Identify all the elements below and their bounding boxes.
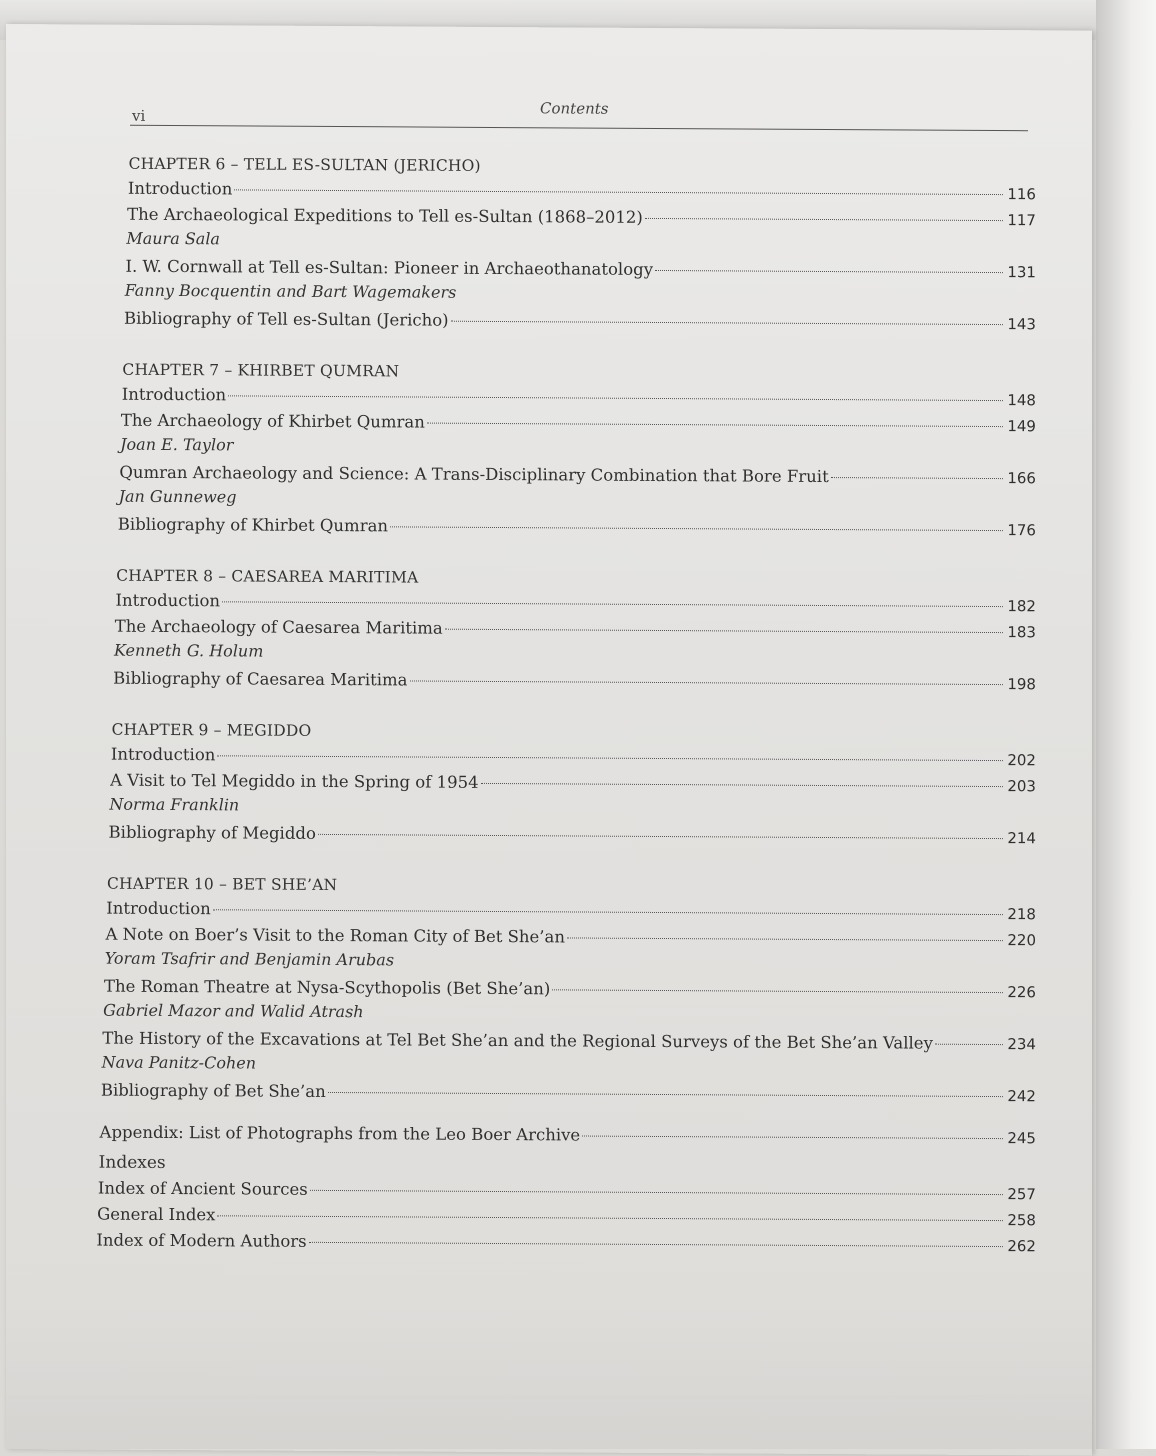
chapter-heading: CHAPTER 6 – TELL ES-SULTAN (JERICHO) (128, 154, 481, 175)
dot-leader (655, 270, 1003, 273)
dot-leader (427, 423, 1003, 428)
entry-author: Joan E. Taylor (120, 434, 234, 455)
entry-title: Introduction (127, 178, 233, 199)
dot-leader (567, 937, 1003, 941)
dot-leader (390, 526, 1003, 531)
dot-leader (935, 1044, 1003, 1045)
entry-page-number: 183 (1007, 623, 1036, 642)
toc-entry (106, 925, 1037, 950)
toc-entry (122, 385, 1036, 410)
dot-leader (451, 321, 1004, 325)
page-number: vi (132, 106, 146, 125)
entry-page-number: 214 (1007, 829, 1036, 848)
dot-leader (310, 1190, 1004, 1195)
entry-page-number: 182 (1007, 597, 1036, 616)
book-page (6, 24, 1092, 1456)
toc-entry-index (97, 1205, 1036, 1230)
dot-leader (645, 218, 1003, 221)
toc-entry-index (98, 1179, 1036, 1204)
entry-page-number: 149 (1007, 417, 1036, 436)
chapter-heading: CHAPTER 8 – CAESAREA MARITIMA (116, 566, 419, 587)
toc-entry (101, 1081, 1036, 1106)
entry-author: Yoram Tsafrir and Benjamin Arubas (104, 948, 395, 970)
toc-entry-appendix (100, 1123, 1036, 1148)
entry-page-number: 234 (1007, 1035, 1036, 1054)
entry-title: A Visit to Tel Megiddo in the Spring of 1954 (110, 770, 479, 792)
dot-leader (552, 989, 1003, 993)
entry-title: Qumran Archaeology and Science: A Trans-Disciplinary Combination that Bore Fruit (119, 462, 829, 487)
table-of-contents (6, 24, 1092, 1456)
dot-leader (234, 189, 1003, 195)
entry-page-number: 176 (1007, 521, 1036, 540)
toc-entry (128, 179, 1036, 204)
dot-leader (309, 1242, 1004, 1247)
dot-leader (328, 1092, 1004, 1097)
toc-entry (111, 745, 1036, 770)
dot-leader (217, 755, 1003, 761)
entry-title: I. W. Cornwall at Tell es-Sultan: Pioneer in Archaeothanatology (125, 256, 654, 279)
dot-leader (228, 395, 1003, 401)
entry-page-number: 148 (1007, 391, 1036, 410)
entry-page-number: 258 (1007, 1211, 1036, 1230)
entry-title: Introduction (106, 898, 211, 919)
entry-title: Introduction (115, 590, 221, 611)
entry-page-number: 117 (1007, 211, 1036, 230)
background-edge (1096, 0, 1156, 1449)
entry-page-number: 220 (1007, 931, 1036, 950)
toc-entry (124, 309, 1036, 334)
chapter-heading: CHAPTER 7 – KHIRBET QUMRAN (122, 360, 400, 381)
entry-title: The Archaeology of Khirbet Qumran (120, 410, 425, 432)
entry-page-number: 218 (1007, 905, 1036, 924)
entry-title: Index of Ancient Sources (97, 1178, 308, 1199)
toc-entry (104, 977, 1036, 1002)
toc-entry (118, 515, 1036, 540)
entry-author: Gabriel Mazor and Walid Atrash (103, 1000, 364, 1022)
toc-entry (115, 617, 1036, 642)
entry-page-number: 203 (1007, 777, 1036, 796)
entry-title: Appendix: List of Photographs from the Leo Boer Archive (99, 1122, 581, 1145)
dot-leader (481, 783, 1004, 787)
dot-leader (213, 909, 1004, 915)
dot-leader (445, 629, 1004, 633)
entry-title: Introduction (121, 384, 227, 405)
entry-page-number: 202 (1007, 751, 1036, 770)
entry-title: Introduction (110, 744, 216, 765)
entry-author: Maura Sala (126, 228, 220, 249)
entry-page-number: 166 (1007, 469, 1036, 488)
entry-page-number: 245 (1007, 1129, 1036, 1148)
dot-leader (410, 680, 1004, 685)
entry-author: Kenneth G. Holum (113, 640, 264, 661)
dot-leader (217, 1215, 1003, 1221)
entry-author: Jan Gunneweg (118, 486, 237, 507)
toc-entry (121, 411, 1036, 436)
toc-entry (113, 669, 1036, 694)
entry-page-number: 131 (1007, 263, 1036, 282)
entry-page-number: 226 (1007, 983, 1036, 1002)
entry-author: Nava Panitz-Cohen (101, 1052, 257, 1073)
chapter-heading: CHAPTER 9 – MEGIDDO (111, 720, 312, 740)
entry-page-number: 262 (1007, 1237, 1036, 1256)
toc-entry (106, 899, 1036, 924)
toc-entry (102, 1029, 1036, 1054)
toc-entry-index (96, 1231, 1036, 1256)
dot-leader (831, 477, 1004, 479)
toc-entry (109, 823, 1036, 848)
chapter-heading: CHAPTER 10 – BET SHE’AN (107, 874, 338, 895)
entry-title: The History of the Excavations at Tel Bet She’an and the Regional Surveys of the Bet She’an Valley (102, 1028, 933, 1053)
entry-page-number: 143 (1007, 315, 1036, 334)
entry-title: The Roman Theatre at Nysa-Scythopolis (Bet She’an) (103, 976, 551, 999)
entry-title: Index of Modern Authors (96, 1230, 307, 1251)
entry-page-number: 198 (1007, 675, 1036, 694)
entry-title: A Note on Boer’s Visit to the Roman City of Bet She’an (105, 924, 566, 947)
entry-title: Bibliography of Khirbet Qumran (117, 514, 389, 536)
entry-title: Bibliography of Tell es-Sultan (Jericho) (123, 308, 449, 330)
entry-title: General Index (97, 1204, 216, 1225)
entry-title: The Archaeological Expeditions to Tell es-Sultan (1868–2012) (127, 204, 643, 227)
running-head: Contents (540, 99, 609, 118)
dot-leader (582, 1136, 1003, 1140)
indexes-heading: Indexes (98, 1152, 166, 1173)
entry-title: The Archaeology of Caesarea Maritima (114, 616, 443, 638)
entry-title: Bibliography of Megiddo (108, 822, 316, 843)
toc-entry (110, 771, 1036, 796)
toc-entry (126, 257, 1036, 282)
contents-page (6, 24, 1092, 1456)
dot-leader (222, 601, 1003, 607)
entry-page-number: 116 (1007, 185, 1036, 204)
entry-author: Norma Franklin (109, 794, 240, 815)
entry-page-number: 257 (1007, 1185, 1036, 1204)
toc-entry (116, 591, 1036, 616)
entry-page-number: 242 (1007, 1087, 1036, 1106)
entry-title: Bibliography of Caesarea Maritima (113, 668, 408, 690)
entry-title: Bibliography of Bet She’an (100, 1080, 326, 1101)
toc-entry (127, 205, 1036, 230)
toc-entry (119, 463, 1036, 488)
dot-leader (318, 834, 1003, 839)
entry-author: Fanny Bocquentin and Bart Wagemakers (124, 280, 457, 302)
